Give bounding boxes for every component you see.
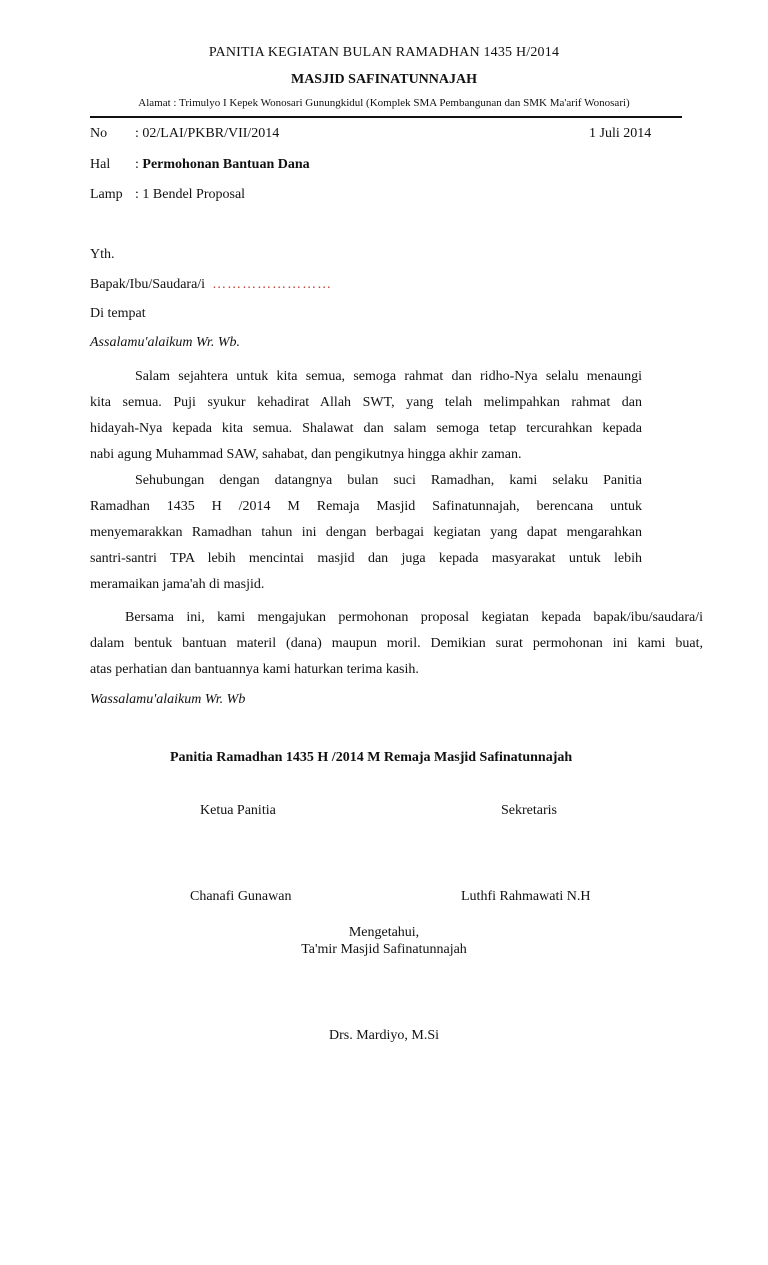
chair-name: Chanafi Gunawan [190,889,292,904]
paragraph3-line: dalam bentuk bantuan materil (dana) maupun moril. Demikian surat permohonan ini kami buat, [90,636,703,651]
recipient-line [90,277,332,293]
takmir-title: Ta'mir Masjid Safinatunnajah [301,942,467,957]
paragraph1-line: nabi agung Muhammad SAW, sahabat, dan pengikutnya hingga akhir zaman. [90,447,522,462]
hal-label: Hal [90,157,111,172]
chair-title: Ketua Panitia [200,803,276,818]
recipient-place: Di tempat [90,306,146,321]
paragraph2-line: Ramadhan 1435 H /2014 M Remaja Masjid Safinatunnajah, berencana untuk [90,499,642,514]
hal-prefix: : [135,157,143,172]
secretary-name: Luthfi Rahmawati N.H [461,889,591,904]
closing: Wassalamu'alaikum Wr. Wb [90,692,246,707]
acknowledged-label: Mengetahui, [348,925,420,940]
committee-name: Panitia Ramadhan 1435 H /2014 M Remaja Masjid Safinatunnajah [170,750,573,765]
paragraph3-line: Bersama ini, kami mengajukan permohonan proposal kegiatan kepada bapak/ibu/saudara/i [125,610,703,625]
letter-date: 1 Juli 2014 [589,126,652,141]
header-divider [90,116,682,118]
recipient-prefix: Bapak/Ibu/Saudara/i [90,277,206,292]
no-label: No [90,126,108,141]
paragraph2-line: Sehubungan dengan datangnya bulan suci Ramadhan, kami selaku Panitia [135,473,642,488]
paragraph1-line: Salam sejahtera untuk kita semua, semoga rahmat dan ridho-Nya selalu menaungi [135,369,642,384]
recipient-dots: …………………… [212,277,333,292]
no-value: : 02/LAI/PKBR/VII/2014 [135,126,280,141]
hal-value: Permohonan Bantuan Dana [142,157,310,172]
secretary-title: Sekretaris [501,803,557,818]
header-address: Alamat : Trimulyo I Kepek Wonosari Gunungkidul (Komplek SMA Pembangunan dan SMK Ma'arif Wonosari) [138,97,630,109]
paragraph2-line: santri-santri TPA lebih mencintai masjid dan juga kepada masyarakat untuk lebih [90,551,642,566]
paragraph1-line: hidayah-Nya kepada kita semua. Shalawat dan salam semoga tetap tercurahkan kepada [90,421,642,436]
greeting: Assalamu'alaikum Wr. Wb. [90,335,240,350]
lamp-value: : 1 Bendel Proposal [135,187,246,202]
paragraph1-line: kita semua. Puji syukur kehadirat Allah SWT, yang telah melimpahkan rahmat dan [90,395,642,410]
header-committee-title: PANITIA KEGIATAN BULAN RAMADHAN 1435 H/2014 [208,45,560,60]
yth: Yth. [90,247,115,262]
paragraph2-line: meramaikan jama'ah di masjid. [90,577,265,592]
lamp-label: Lamp [90,187,123,202]
paragraph3-line: atas perhatian dan bantuannya kami haturkan terima kasih. [90,662,419,677]
header-mosque-name: MASJID SAFINATUNNAJAH [290,72,478,87]
takmir-name: Drs. Mardiyo, M.Si [328,1028,440,1043]
paragraph2-line: menyemarakkan Ramadhan tahun ini dengan berbagai kegiatan yang dapat mengarahkan [90,525,642,540]
hal-field [135,157,310,173]
